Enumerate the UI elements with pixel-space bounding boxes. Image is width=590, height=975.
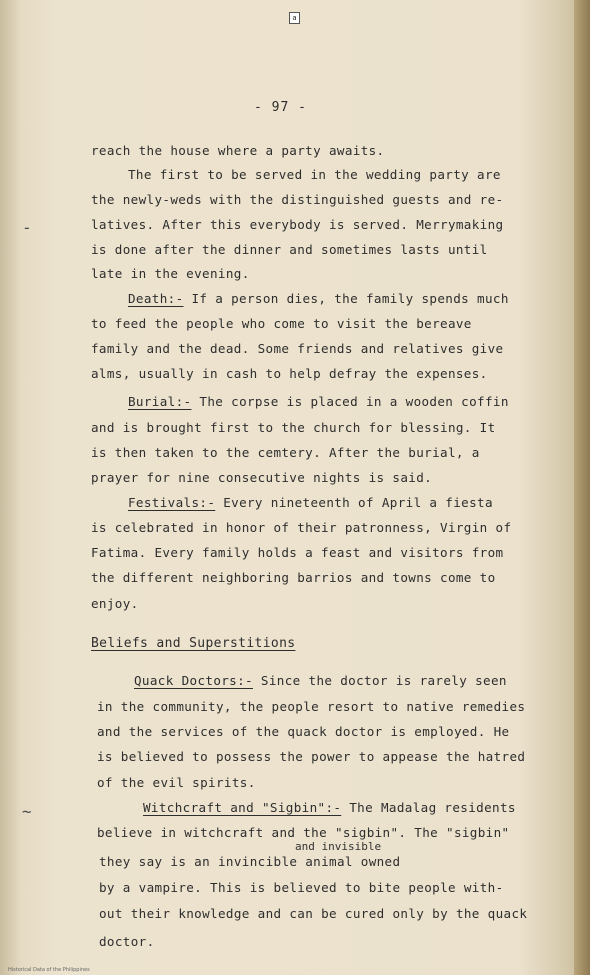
witchcraft-heading: Witchcraft and "Sigbin":- bbox=[143, 800, 342, 815]
binding-edge bbox=[574, 0, 590, 975]
text-line: of the evil spirits. bbox=[97, 775, 256, 790]
festivals-heading: Festivals:- bbox=[128, 495, 216, 510]
text-line: believe in witchcraft and the "sigbin". The "sigbin" bbox=[97, 825, 510, 840]
text-line: the newly-weds with the distinguished guests and re- bbox=[91, 192, 504, 207]
text-line: and the services of the quack doctor is employed. He bbox=[97, 724, 510, 739]
text-line: is believed to possess the power to appease the hatred bbox=[97, 749, 526, 764]
margin-mark: - bbox=[22, 218, 32, 237]
text-line: in the community, the people resort to native remedies bbox=[97, 699, 526, 714]
text-line: is done after the dinner and sometimes lasts until bbox=[91, 242, 488, 257]
text-line: and is brought first to the church for blessing. It bbox=[91, 420, 496, 435]
beliefs-heading: Beliefs and Superstitions bbox=[91, 636, 296, 651]
quack-heading: Quack Doctors:- bbox=[134, 673, 253, 688]
text-line: late in the evening. bbox=[91, 266, 250, 281]
page-number: - 97 - bbox=[254, 100, 307, 115]
death-heading: Death:- bbox=[128, 291, 184, 306]
text-line: alms, usually in cash to help defray the expenses. bbox=[91, 366, 488, 381]
text-line: by a vampire. This is believed to bite people with- bbox=[99, 880, 504, 895]
text-line: family and the dead. Some friends and relatives give bbox=[91, 341, 504, 356]
quack-paragraph-line: Quack Doctors:- Since the doctor is rarely seen bbox=[134, 673, 507, 688]
witchcraft-paragraph-line: Witchcraft and "Sigbin":- The Madalag residents bbox=[143, 800, 516, 815]
text-line: The first to be served in the wedding party are bbox=[128, 167, 501, 182]
text-line: out their knowledge and can be cured only by the quack bbox=[99, 906, 528, 921]
text-line: latives. After this everybody is served. Merrymaking bbox=[91, 217, 504, 232]
handwritten-insertion: and invisible bbox=[295, 840, 382, 853]
text-line: to feed the people who come to visit the bereave bbox=[91, 316, 472, 331]
text-line: reach the house where a party awaits. bbox=[91, 143, 385, 158]
margin-mark: ~ bbox=[22, 802, 32, 821]
burial-paragraph-line: Burial:- The corpse is placed in a wooden coffin bbox=[128, 394, 509, 409]
staple-mark: a bbox=[289, 12, 300, 24]
text-line: doctor. bbox=[99, 934, 155, 949]
death-paragraph-line: Death:- If a person dies, the family spends much bbox=[128, 291, 509, 306]
text-line: is celebrated in honor of their patronness, Virgin of bbox=[91, 520, 512, 535]
burial-heading: Burial:- bbox=[128, 394, 192, 409]
text-line: is then taken to the cemtery. After the burial, a bbox=[91, 445, 480, 460]
festivals-paragraph-line: Festivals:- Every nineteenth of April a fiesta bbox=[128, 495, 493, 510]
text-line: Fatima. Every family holds a feast and visitors from bbox=[91, 545, 504, 560]
text-line: prayer for nine consecutive nights is said. bbox=[91, 470, 433, 485]
text-line: the different neighboring barrios and towns come to bbox=[91, 570, 496, 585]
text-line: they say is an invincible animal owned bbox=[99, 854, 401, 869]
text-line: enjoy. bbox=[91, 596, 139, 611]
footer-credit: Historical Data of the Philippines bbox=[8, 967, 90, 973]
